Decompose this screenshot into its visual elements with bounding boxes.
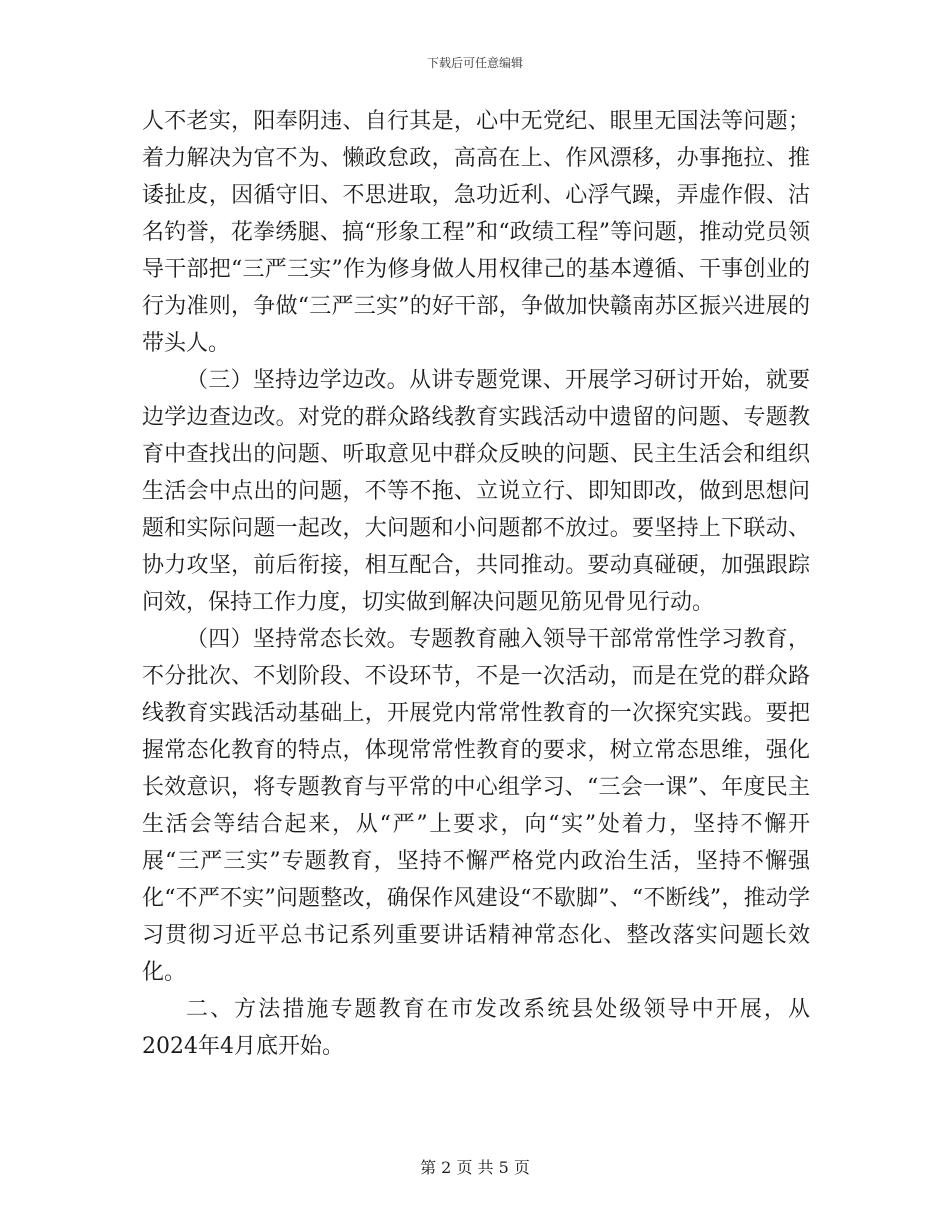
page-number-footer: 第 2 页 共 5 页: [420, 1158, 530, 1177]
paragraph-methods-heading: 二、方法措施专题教育在市发改系统县处级领导中开展，从2024年4月底开始。: [142, 997, 810, 1059]
paragraph-continuation: 人不老实，阳奉阴违、自行其是，心中无党纪、眼里无国法等问题；着力解决为官不为、懒政怠政，高高在上、作风漂移，办事拖拉、推诿扯皮，因循守旧、不思进取，急功近利、心浮气躁，弄虚作假、沽名钓誉，花拳绣腿、搞“形象工程”和“政绩工程”等问题，推动党员领导干部把“三严三实”作为修身做人用权律己的基本遵循、干事创业的行为准则，争做“三严三实”的好干部，争做加快赣南苏区振兴进展的带头人。: [142, 109, 810, 356]
page-header-note: 下载后可任意编辑: [426, 56, 523, 70]
document-body: [142, 103, 810, 1065]
paragraph-section-four: （四）坚持常态长效。专题教育融入领导干部常常性学习教育，不分批次、不划阶段、不设环节，不是一次活动，而是在党的群众路线教育实践活动基础上，开展党内常常性教育的一次探究实践。要把握常态化教育的特点，体现常常性教育的要求，树立常态思维，强化长效意识，将专题教育与平常的中心组学习、“三会一课”、年度民主生活会等结合起来，从“严”上要求，向“实”处着力，坚持不懈开展“三严三实”专题教育，坚持不懈严格党内政治生活，坚持不懈强化“不严不实”问题整改，确保作风建设“不歇脚”、“不断线”，推动学习贯彻习近平总书记系列重要讲话精神常态化、整改落实问题长效化。: [142, 627, 810, 985]
paragraph-section-three: （三）坚持边学边改。从讲专题党课、开展学习研讨开始，就要边学边查边改。对党的群众路线教育实践活动中遗留的问题、专题教育中查找出的问题、听取意见中群众反映的问题、民主生活会和组织生活会中点出的问题，不等不拖、立说立行、即知即改，做到思想问题和实际问题一起改，大问题和小问题都不放过。要坚持上下联动、协力攻坚，前后衔接，相互配合，共同推动。要动真碰硬，加强跟踪问效，保持工作力度，切实做到解决问题见筋见骨见行动。: [142, 368, 810, 615]
